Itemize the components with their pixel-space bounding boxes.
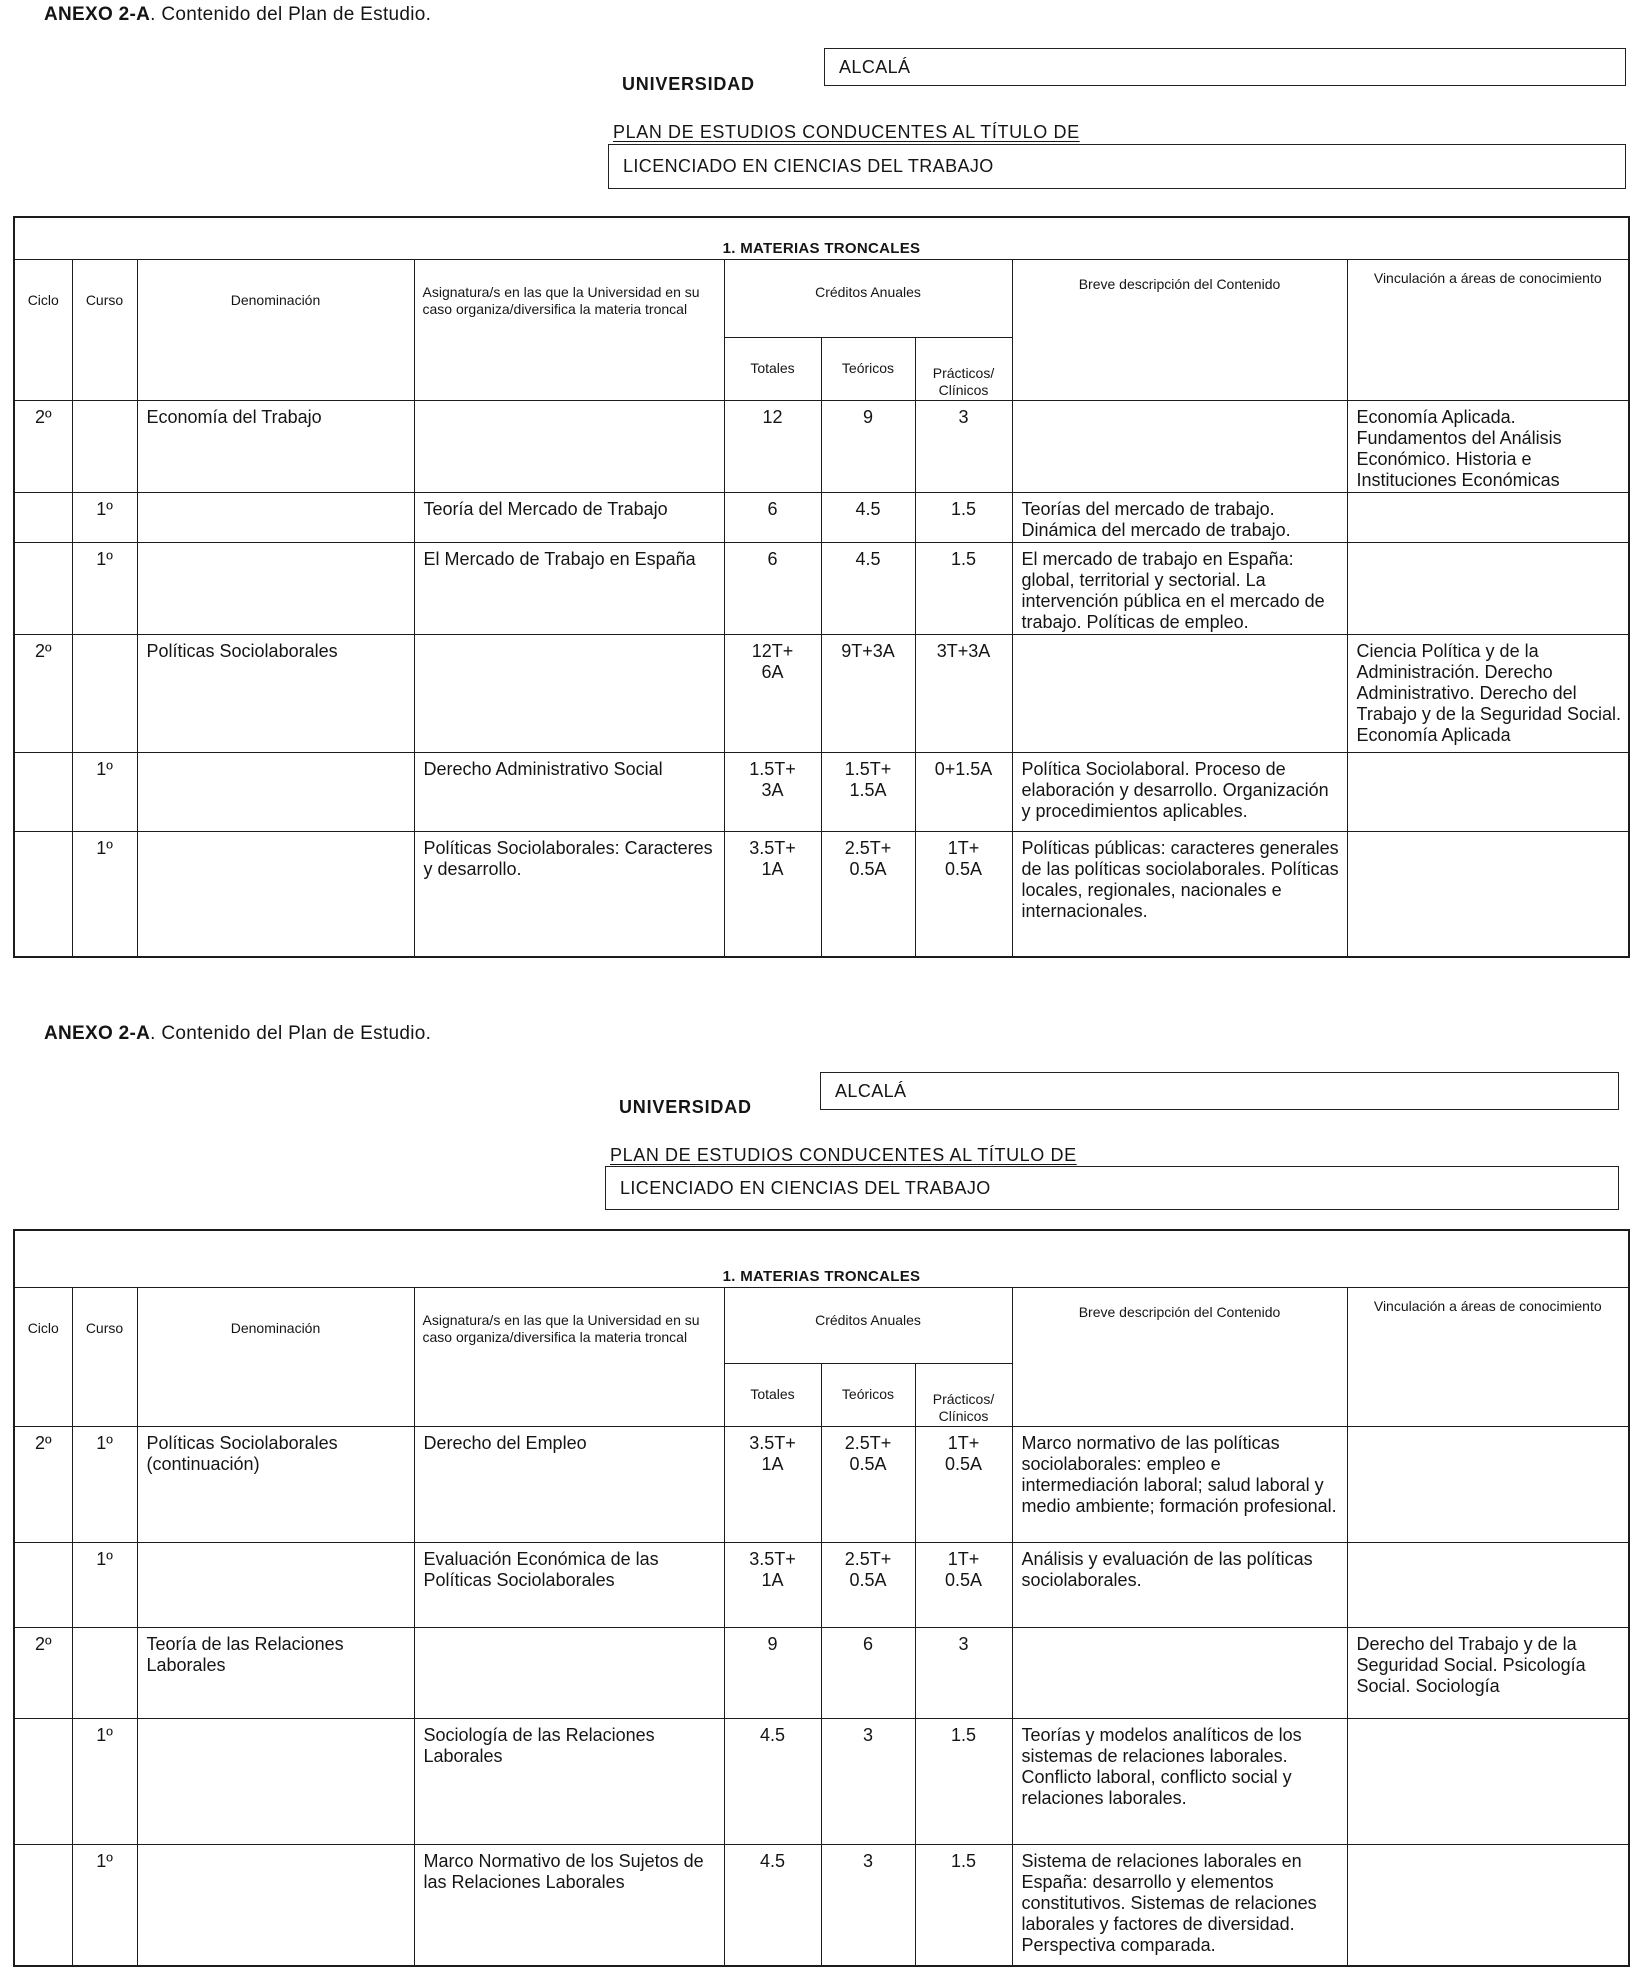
ciclo-cell (14, 1542, 72, 1627)
descripcion-cell: Teorías del mercado de trabajo. Dinámica del mercado de trabajo. (1012, 492, 1347, 542)
header-practicos: Prácticos/ Clínicos (915, 337, 1012, 400)
plan-title-value: LICENCIADO EN CIENCIAS DEL TRABAJO (605, 1166, 1619, 1210)
table-title: 1. MATERIAS TRONCALES (14, 217, 1629, 259)
asignatura-cell: Marco Normativo de los Sujetos de las Relaciones Laborales (414, 1844, 724, 1966)
asignatura-cell (414, 1627, 724, 1718)
creditos-teoricos-cell: 9T+3A (821, 634, 915, 752)
creditos-teoricos-cell: 3 (821, 1718, 915, 1844)
asignatura-cell (414, 634, 724, 752)
creditos-totales-cell: 3.5T+ 1A (724, 1426, 821, 1542)
creditos-teoricos-cell: 9 (821, 400, 915, 492)
creditos-practicos-cell: 1.5 (915, 542, 1012, 634)
asignatura-cell (414, 400, 724, 492)
vinculacion-cell (1347, 1844, 1629, 1966)
annex-heading (44, 1023, 431, 1045)
asignatura-cell: Sociología de las Relaciones Laborales (414, 1718, 724, 1844)
creditos-teoricos-cell: 6 (821, 1627, 915, 1718)
vinculacion-cell (1347, 752, 1629, 831)
university-label: UNIVERSIDAD (622, 74, 755, 94)
denominacion-cell (137, 1718, 414, 1844)
asignatura-cell: Derecho Administrativo Social (414, 752, 724, 831)
creditos-totales-cell: 3.5T+ 1A (724, 831, 821, 957)
asignatura-cell: Teoría del Mercado de Trabajo (414, 492, 724, 542)
header-ciclo: Ciclo (14, 1287, 72, 1426)
creditos-totales-cell: 4.5 (724, 1844, 821, 1966)
table-row (14, 752, 1629, 831)
vinculacion-cell: Economía Aplicada. Fundamentos del Análisis Económico. Historia e Instituciones Económicas (1347, 400, 1629, 492)
creditos-totales-cell: 12 (724, 400, 821, 492)
descripcion-cell (1012, 400, 1347, 492)
ciclo-cell (14, 752, 72, 831)
creditos-practicos-cell: 3T+3A (915, 634, 1012, 752)
materias-troncales-table (13, 1229, 1630, 1967)
creditos-totales-cell: 6 (724, 542, 821, 634)
header-curso: Curso (72, 1287, 137, 1426)
creditos-practicos-cell: 1T+ 0.5A (915, 831, 1012, 957)
vinculacion-cell (1347, 1718, 1629, 1844)
vinculacion-cell (1347, 492, 1629, 542)
annex-sheet-2 (0, 1016, 1642, 1973)
creditos-teoricos-cell: 2.5T+ 0.5A (821, 831, 915, 957)
header-asignatura: Asignatura/s en las que la Universidad en su caso organiza/diversifica la materia troncal (414, 1287, 724, 1426)
descripcion-cell: Marco normativo de las políticas sociolaborales: empleo e intermediación laboral; salud laboral y medio ambiente; formación profesional. (1012, 1426, 1347, 1542)
denominacion-cell: Economía del Trabajo (137, 400, 414, 492)
table-row (14, 492, 1629, 542)
ciclo-cell: 2º (14, 1627, 72, 1718)
denominacion-cell: Teoría de las Relaciones Laborales (137, 1627, 414, 1718)
materias-troncales-table (13, 216, 1630, 958)
creditos-totales-cell: 3.5T+ 1A (724, 1542, 821, 1627)
creditos-practicos-cell: 1T+ 0.5A (915, 1542, 1012, 1627)
table-title: 1. MATERIAS TRONCALES (14, 1230, 1629, 1287)
creditos-teoricos-cell: 2.5T+ 0.5A (821, 1542, 915, 1627)
header-curso: Curso (72, 259, 137, 400)
descripcion-cell: El mercado de trabajo en España: global, territorial y sectorial. La intervención pública en el mercado de trabajo. Políticas de empleo. (1012, 542, 1347, 634)
table-title-row (14, 217, 1629, 259)
asignatura-cell: Derecho del Empleo (414, 1426, 724, 1542)
descripcion-cell: Sistema de relaciones laborales en España: desarrollo y elementos constitutivos. Sistemas de relaciones laborales y factores de diversidad. Perspectiva comparada. (1012, 1844, 1347, 1966)
header-descripcion: Breve descripción del Contenido (1012, 1287, 1347, 1426)
header-descripcion: Breve descripción del Contenido (1012, 259, 1347, 400)
header-creditos-anuales: Créditos Anuales (724, 1287, 1012, 1363)
descripcion-cell: Teorías y modelos analíticos de los sistemas de relaciones laborales. Conflicto laboral, conflicto social y relaciones laborales. (1012, 1718, 1347, 1844)
header-denominacion: Denominación (137, 259, 414, 400)
creditos-totales-cell: 12T+ 6A (724, 634, 821, 752)
vinculacion-cell (1347, 542, 1629, 634)
denominacion-cell (137, 1844, 414, 1966)
denominacion-cell (137, 752, 414, 831)
table-row (14, 1718, 1629, 1844)
creditos-practicos-cell: 1.5 (915, 492, 1012, 542)
table-row (14, 400, 1629, 492)
header-teoricos: Teóricos (821, 1363, 915, 1426)
creditos-practicos-cell: 0+1.5A (915, 752, 1012, 831)
vinculacion-cell: Derecho del Trabajo y de la Seguridad Social. Psicología Social. Sociología (1347, 1627, 1629, 1718)
university-label: UNIVERSIDAD (619, 1097, 752, 1117)
table-row (14, 1627, 1629, 1718)
header-row (14, 259, 1629, 337)
denominacion-cell: Políticas Sociolaborales (137, 634, 414, 752)
ciclo-cell (14, 1718, 72, 1844)
curso-cell: 1º (72, 542, 137, 634)
ciclo-cell (14, 492, 72, 542)
plan-title-value: LICENCIADO EN CIENCIAS DEL TRABAJO (608, 144, 1626, 189)
descripcion-cell (1012, 1627, 1347, 1718)
table-row (14, 634, 1629, 752)
creditos-teoricos-cell: 4.5 (821, 492, 915, 542)
descripcion-cell: Política Sociolaboral. Proceso de elaboración y desarrollo. Organización y procedimientos aplicables. (1012, 752, 1347, 831)
curso-cell: 1º (72, 1844, 137, 1966)
creditos-teoricos-cell: 2.5T+ 0.5A (821, 1426, 915, 1542)
ciclo-cell: 2º (14, 634, 72, 752)
creditos-totales-cell: 9 (724, 1627, 821, 1718)
table-row (14, 1844, 1629, 1966)
asignatura-cell: El Mercado de Trabajo en España (414, 542, 724, 634)
university-value: ALCALÁ (820, 1072, 1619, 1110)
header-denominacion: Denominación (137, 1287, 414, 1426)
creditos-totales-cell: 4.5 (724, 1718, 821, 1844)
table-body (14, 1426, 1629, 1966)
curso-cell: 1º (72, 1426, 137, 1542)
denominacion-cell (137, 1542, 414, 1627)
annex-subtitle: . Contenido del Plan de Estudio. (150, 4, 432, 25)
table-row (14, 1542, 1629, 1627)
header-totales: Totales (724, 337, 821, 400)
header-vinculacion: Vinculación a áreas de conocimiento (1347, 1287, 1629, 1426)
vinculacion-cell: Ciencia Política y de la Administración. Derecho Administrativo. Derecho del Trabajo y de la Seguridad Social. Economía Aplicada (1347, 634, 1629, 752)
ciclo-cell: 2º (14, 400, 72, 492)
header-practicos: Prácticos/ Clínicos (915, 1363, 1012, 1426)
creditos-practicos-cell: 3 (915, 400, 1012, 492)
header-totales: Totales (724, 1363, 821, 1426)
denominacion-cell (137, 492, 414, 542)
descripcion-cell (1012, 634, 1347, 752)
creditos-teoricos-cell: 3 (821, 1844, 915, 1966)
asignatura-cell: Políticas Sociolaborales: Caracteres y desarrollo. (414, 831, 724, 957)
asignatura-cell: Evaluación Económica de las Políticas Sociolaborales (414, 1542, 724, 1627)
curso-cell: 1º (72, 492, 137, 542)
table-row (14, 542, 1629, 634)
header-row (14, 1287, 1629, 1363)
ciclo-cell (14, 542, 72, 634)
ciclo-cell: 2º (14, 1426, 72, 1542)
curso-cell (72, 400, 137, 492)
creditos-teoricos-cell: 4.5 (821, 542, 915, 634)
annex-label: ANEXO 2-A (44, 4, 151, 25)
plan-title-label: PLAN DE ESTUDIOS CONDUCENTES AL TÍTULO DE (610, 1145, 1077, 1165)
creditos-practicos-cell: 1.5 (915, 1718, 1012, 1844)
header-ciclo: Ciclo (14, 259, 72, 400)
header-creditos-anuales: Créditos Anuales (724, 259, 1012, 337)
curso-cell: 1º (72, 752, 137, 831)
curso-cell: 1º (72, 831, 137, 957)
denominacion-cell: Políticas Sociolaborales (continuación) (137, 1426, 414, 1542)
annex-heading (44, 4, 431, 26)
vinculacion-cell (1347, 831, 1629, 957)
creditos-practicos-cell: 1T+ 0.5A (915, 1426, 1012, 1542)
creditos-practicos-cell: 3 (915, 1627, 1012, 1718)
curso-cell (72, 634, 137, 752)
descripcion-cell: Políticas públicas: caracteres generales de las políticas sociolaborales. Políticas locales, regionales, nacionales e internacionales. (1012, 831, 1347, 957)
creditos-totales-cell: 1.5T+ 3A (724, 752, 821, 831)
curso-cell: 1º (72, 1542, 137, 1627)
descripcion-cell: Análisis y evaluación de las políticas sociolaborales. (1012, 1542, 1347, 1627)
annex-label: ANEXO 2-A (44, 1023, 151, 1044)
curso-cell: 1º (72, 1718, 137, 1844)
creditos-totales-cell: 6 (724, 492, 821, 542)
header-teoricos: Teóricos (821, 337, 915, 400)
denominacion-cell (137, 831, 414, 957)
vinculacion-cell (1347, 1542, 1629, 1627)
table-row (14, 831, 1629, 957)
plan-title-label: PLAN DE ESTUDIOS CONDUCENTES AL TÍTULO DE (613, 122, 1080, 142)
university-value: ALCALÁ (824, 48, 1626, 86)
denominacion-cell (137, 542, 414, 634)
curso-cell (72, 1627, 137, 1718)
ciclo-cell (14, 1844, 72, 1966)
table-body (14, 400, 1629, 957)
creditos-practicos-cell: 1.5 (915, 1844, 1012, 1966)
creditos-teoricos-cell: 1.5T+ 1.5A (821, 752, 915, 831)
vinculacion-cell (1347, 1426, 1629, 1542)
annex-subtitle: . Contenido del Plan de Estudio. (150, 1023, 432, 1044)
ciclo-cell (14, 831, 72, 957)
header-asignatura: Asignatura/s en las que la Universidad en su caso organiza/diversifica la materia troncal (414, 259, 724, 400)
table-row (14, 1426, 1629, 1542)
table-title-row (14, 1230, 1629, 1287)
header-vinculacion: Vinculación a áreas de conocimiento (1347, 259, 1629, 400)
